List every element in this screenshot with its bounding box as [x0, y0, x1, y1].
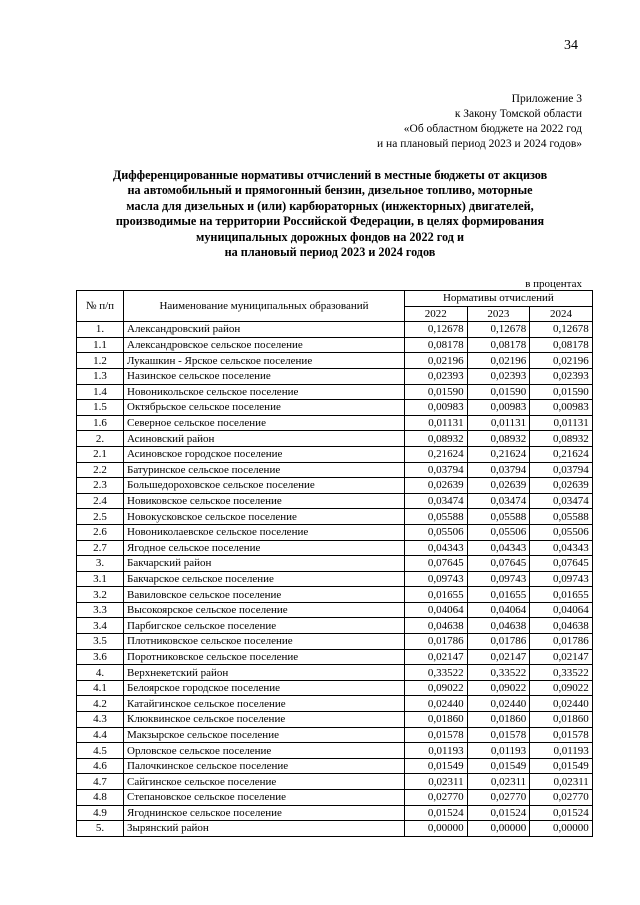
norm-2024: 0,02147	[530, 649, 593, 665]
norm-2023: 0,07645	[467, 556, 530, 572]
norm-2024: 0,04064	[530, 602, 593, 618]
appendix-line: Приложение 3	[511, 93, 582, 105]
row-number: 3.5	[77, 634, 124, 650]
row-number: 2.5	[77, 509, 124, 525]
row-number: 3.4	[77, 618, 124, 634]
norm-2024: 0,02770	[530, 790, 593, 806]
title-line: на плановый период 2023 и 2024 годов	[224, 245, 436, 260]
municipality-name: Катайгинское сельское поселение	[124, 696, 405, 712]
norm-2023: 0,08932	[467, 431, 530, 447]
row-number: 1.5	[77, 400, 124, 416]
municipality-name: Новокусковское сельское поселение	[124, 509, 405, 525]
municipality-name: Орловское сельское поселение	[124, 743, 405, 759]
norm-2024: 0,05588	[530, 509, 593, 525]
norm-2024: 0,02311	[530, 774, 593, 790]
norm-2024: 0,01786	[530, 634, 593, 650]
municipality-name: Назинское сельское поселение	[124, 368, 405, 384]
table-row	[77, 758, 593, 774]
row-number: 4.3	[77, 712, 124, 728]
table-row	[77, 446, 593, 462]
header-group: Нормативы отчислений	[405, 291, 593, 307]
norm-2023: 0,03794	[467, 462, 530, 478]
norm-2022: 0,05506	[405, 524, 468, 540]
title-line: Дифференцированные нормативы отчислений в местные бюджеты от акцизов	[112, 168, 548, 182]
table-row	[77, 368, 593, 384]
municipality-name: Ягоднинское сельское поселение	[124, 805, 405, 821]
municipality-name: Ягодное сельское поселение	[124, 540, 405, 556]
municipality-name: Бакчарский район	[124, 556, 405, 572]
table-body	[77, 322, 593, 837]
norm-2023: 0,02311	[467, 774, 530, 790]
municipality-name: Степановское сельское поселение	[124, 790, 405, 806]
norm-2022: 0,03794	[405, 462, 468, 478]
norm-2022: 0,02311	[405, 774, 468, 790]
header-year-2024: 2024	[530, 306, 593, 322]
municipality-name: Новиковское сельское поселение	[124, 493, 405, 509]
norm-2022: 0,08932	[405, 431, 468, 447]
municipality-name: Асиновский район	[124, 431, 405, 447]
table-row	[77, 602, 593, 618]
norm-2023: 0,01590	[467, 384, 530, 400]
municipality-name: Высокоярское сельское поселение	[124, 602, 405, 618]
row-number: 2.6	[77, 524, 124, 540]
title-line: производимые на территории Российской Федерации, в целях формирования	[115, 214, 545, 229]
table-row	[77, 743, 593, 759]
norm-2022: 0,01549	[405, 758, 468, 774]
norm-2023: 0,00000	[467, 821, 530, 837]
norm-2024: 0,02639	[530, 478, 593, 494]
table-row	[77, 649, 593, 665]
document-title	[78, 168, 582, 260]
norm-2024: 0,09022	[530, 680, 593, 696]
table-row	[77, 790, 593, 806]
norm-2023: 0,05588	[467, 509, 530, 525]
title-line: масла для дизельных и (или) карбюраторных (инжекторных) двигателей,	[126, 198, 534, 213]
norm-2022: 0,08178	[405, 337, 468, 353]
norm-2022: 0,02196	[405, 353, 468, 369]
row-number: 2.7	[77, 540, 124, 556]
row-number: 2.4	[77, 493, 124, 509]
norm-2022: 0,05588	[405, 509, 468, 525]
norm-2024: 0,07645	[530, 556, 593, 572]
table-row	[77, 462, 593, 478]
row-number: 4.5	[77, 743, 124, 759]
table-row	[77, 384, 593, 400]
municipality-name: Зырянский район	[124, 821, 405, 837]
municipality-name: Сайгинское сельское поселение	[124, 774, 405, 790]
municipality-name: Бакчарское сельское поселение	[124, 571, 405, 587]
header-year-2023: 2023	[467, 306, 530, 322]
row-number: 1.	[77, 322, 124, 338]
norm-2024: 0,09743	[530, 571, 593, 587]
norm-2024: 0,33522	[530, 665, 593, 681]
norm-2023: 0,01860	[467, 712, 530, 728]
unit-note: в процентах	[525, 278, 582, 290]
norm-2023: 0,12678	[467, 322, 530, 338]
municipality-name: Парбигское сельское поселение	[124, 618, 405, 634]
municipality-name: Плотниковское сельское поселение	[124, 634, 405, 650]
municipality-name: Батуринское сельское поселение	[124, 462, 405, 478]
norm-2023: 0,01578	[467, 727, 530, 743]
norm-2023: 0,04064	[467, 602, 530, 618]
norm-2024: 0,21624	[530, 446, 593, 462]
norm-2022: 0,00000	[405, 821, 468, 837]
norm-2024: 0,01549	[530, 758, 593, 774]
norm-2024: 0,02440	[530, 696, 593, 712]
norm-2022: 0,07645	[405, 556, 468, 572]
row-number: 1.1	[77, 337, 124, 353]
row-number: 4.9	[77, 805, 124, 821]
table-row	[77, 571, 593, 587]
norm-2023: 0,02393	[467, 368, 530, 384]
norm-2023: 0,01524	[467, 805, 530, 821]
norm-2022: 0,09743	[405, 571, 468, 587]
row-number: 3.3	[77, 602, 124, 618]
norm-2024: 0,03474	[530, 493, 593, 509]
page-number: 34	[564, 38, 578, 53]
norm-2024: 0,02393	[530, 368, 593, 384]
appendix-line: к Закону Томской области	[454, 108, 582, 120]
norm-2022: 0,04064	[405, 602, 468, 618]
table-row	[77, 400, 593, 416]
row-number: 5.	[77, 821, 124, 837]
norm-2023: 0,04638	[467, 618, 530, 634]
norm-2022: 0,04343	[405, 540, 468, 556]
table-row	[77, 727, 593, 743]
header-year-2022: 2022	[405, 306, 468, 322]
norm-2022: 0,01655	[405, 587, 468, 603]
norm-2024: 0,02196	[530, 353, 593, 369]
norm-2024: 0,00983	[530, 400, 593, 416]
table-row	[77, 821, 593, 837]
norm-2022: 0,01590	[405, 384, 468, 400]
norm-2024: 0,04343	[530, 540, 593, 556]
municipality-name: Новоникольское сельское поселение	[124, 384, 405, 400]
norm-2024: 0,12678	[530, 322, 593, 338]
norm-2023: 0,01655	[467, 587, 530, 603]
table-row	[77, 680, 593, 696]
table-row	[77, 337, 593, 353]
row-number: 1.4	[77, 384, 124, 400]
norm-2022: 0,33522	[405, 665, 468, 681]
norm-2024: 0,04638	[530, 618, 593, 634]
norm-2022: 0,04638	[405, 618, 468, 634]
norm-2022: 0,09022	[405, 680, 468, 696]
row-number: 3.1	[77, 571, 124, 587]
table-row	[77, 634, 593, 650]
norm-2023: 0,08178	[467, 337, 530, 353]
table-row	[77, 712, 593, 728]
norm-2022: 0,01786	[405, 634, 468, 650]
norm-2024: 0,01131	[530, 415, 593, 431]
norm-2023: 0,02196	[467, 353, 530, 369]
norm-2022: 0,01524	[405, 805, 468, 821]
row-number: 1.3	[77, 368, 124, 384]
table-row	[77, 556, 593, 572]
row-number: 3.2	[77, 587, 124, 603]
norm-2023: 0,01786	[467, 634, 530, 650]
table-row	[77, 524, 593, 540]
norm-2023: 0,01549	[467, 758, 530, 774]
municipality-name: Большедороховское сельское поселение	[124, 478, 405, 494]
table-row	[77, 509, 593, 525]
municipality-name: Северное сельское поселение	[124, 415, 405, 431]
municipality-name: Асиновское городское поселение	[124, 446, 405, 462]
norm-2024: 0,01524	[530, 805, 593, 821]
row-number: 4.7	[77, 774, 124, 790]
appendix-line: и на плановый период 2023 и 2024 годов»	[377, 138, 582, 150]
norm-2022: 0,00983	[405, 400, 468, 416]
norm-2024: 0,03794	[530, 462, 593, 478]
table-row	[77, 696, 593, 712]
table-row	[77, 774, 593, 790]
municipality-name: Поротниковское сельское поселение	[124, 649, 405, 665]
norm-2024: 0,01590	[530, 384, 593, 400]
row-number: 2.3	[77, 478, 124, 494]
norm-2024: 0,08178	[530, 337, 593, 353]
municipality-name: Палочкинское сельское поселение	[124, 758, 405, 774]
appendix-line: «Об областном бюджете на 2022 год	[403, 123, 582, 135]
row-number: 4.2	[77, 696, 124, 712]
norm-2023: 0,05506	[467, 524, 530, 540]
norm-2024: 0,08932	[530, 431, 593, 447]
table-row	[77, 478, 593, 494]
table-row	[77, 618, 593, 634]
row-number: 4.1	[77, 680, 124, 696]
row-number: 4.6	[77, 758, 124, 774]
norm-2022: 0,12678	[405, 322, 468, 338]
norm-2023: 0,21624	[467, 446, 530, 462]
norm-2022: 0,01860	[405, 712, 468, 728]
table-row	[77, 587, 593, 603]
header-num: № п/п	[77, 291, 124, 322]
table-row	[77, 431, 593, 447]
norm-2022: 0,01131	[405, 415, 468, 431]
norm-2023: 0,03474	[467, 493, 530, 509]
title-line: муниципальных дорожных фондов на 2022 год и	[196, 229, 464, 244]
municipality-name: Александровский район	[124, 322, 405, 338]
norm-2023: 0,01193	[467, 743, 530, 759]
norm-2023: 0,09743	[467, 571, 530, 587]
row-number: 3.	[77, 556, 124, 572]
norm-2022: 0,01193	[405, 743, 468, 759]
norm-2022: 0,01578	[405, 727, 468, 743]
norm-2023: 0,02147	[467, 649, 530, 665]
norm-2024: 0,05506	[530, 524, 593, 540]
table-row	[77, 665, 593, 681]
row-number: 1.6	[77, 415, 124, 431]
title-line: на автомобильный и прямогонный бензин, дизельное топливо, моторные	[127, 183, 533, 198]
row-number: 3.6	[77, 649, 124, 665]
municipality-name: Верхнекетский район	[124, 665, 405, 681]
table-row	[77, 493, 593, 509]
norms-table	[76, 290, 593, 837]
norm-2023: 0,02440	[467, 696, 530, 712]
table-row	[77, 805, 593, 821]
norm-2023: 0,00983	[467, 400, 530, 416]
norm-2023: 0,04343	[467, 540, 530, 556]
row-number: 4.	[77, 665, 124, 681]
row-number: 2.1	[77, 446, 124, 462]
row-number: 2.2	[77, 462, 124, 478]
norm-2024: 0,01578	[530, 727, 593, 743]
municipality-name: Новониколаевское сельское поселение	[124, 524, 405, 540]
norm-2023: 0,33522	[467, 665, 530, 681]
norm-2022: 0,21624	[405, 446, 468, 462]
norm-2024: 0,00000	[530, 821, 593, 837]
appendix-reference	[262, 92, 582, 152]
norm-2023: 0,02770	[467, 790, 530, 806]
norm-2023: 0,09022	[467, 680, 530, 696]
table-row	[77, 540, 593, 556]
table-row	[77, 353, 593, 369]
norm-2022: 0,02770	[405, 790, 468, 806]
norm-2022: 0,03474	[405, 493, 468, 509]
municipality-name: Лукашкин - Ярское сельское поселение	[124, 353, 405, 369]
municipality-name: Макзырское сельское поселение	[124, 727, 405, 743]
municipality-name: Октябрьское сельское поселение	[124, 400, 405, 416]
municipality-name: Клюквинское сельское поселение	[124, 712, 405, 728]
header-name: Наименование муниципальных образований	[124, 291, 405, 322]
row-number: 4.8	[77, 790, 124, 806]
row-number: 1.2	[77, 353, 124, 369]
norm-2024: 0,01655	[530, 587, 593, 603]
norm-2023: 0,02639	[467, 478, 530, 494]
norm-2022: 0,02147	[405, 649, 468, 665]
norm-2023: 0,01131	[467, 415, 530, 431]
row-number: 2.	[77, 431, 124, 447]
municipality-name: Вавиловское сельское поселение	[124, 587, 405, 603]
row-number: 4.4	[77, 727, 124, 743]
table-row	[77, 322, 593, 338]
municipality-name: Александровское сельское поселение	[124, 337, 405, 353]
table-row	[77, 415, 593, 431]
norm-2024: 0,01860	[530, 712, 593, 728]
municipality-name: Белоярское городское поселение	[124, 680, 405, 696]
norm-2024: 0,01193	[530, 743, 593, 759]
norm-2022: 0,02639	[405, 478, 468, 494]
norm-2022: 0,02393	[405, 368, 468, 384]
norm-2022: 0,02440	[405, 696, 468, 712]
